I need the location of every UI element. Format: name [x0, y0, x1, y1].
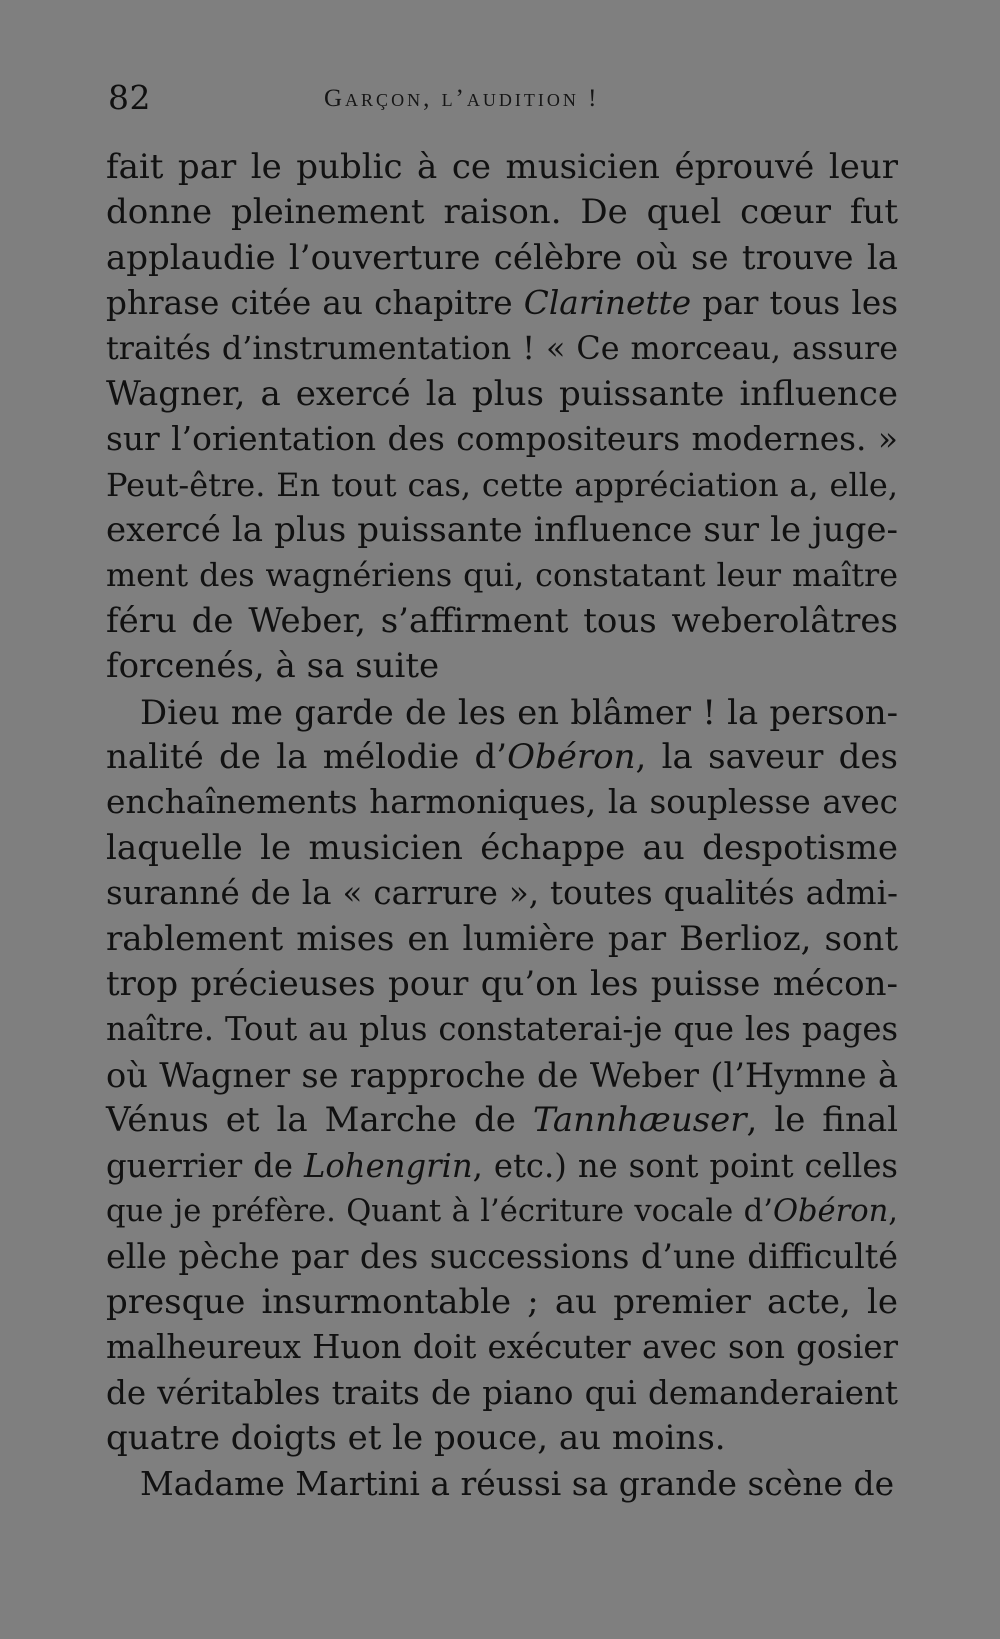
text-run: que je préfère. Quant à l’écriture vocale d’ [106, 1193, 773, 1229]
text-line [106, 1189, 898, 1234]
text-run: enchaînements harmoniques, la souplesse avec [106, 783, 898, 822]
text-run: suranné de la « carrure », toutes qualités admi- [106, 874, 898, 913]
italic-title: Obéron [772, 1193, 889, 1229]
text-run: donne pleinement raison. De quel cœur fut [106, 192, 898, 233]
text-run: Peut-être. En tout cas, cette appréciation a, elle, [106, 465, 898, 504]
text-line [106, 281, 898, 326]
text-line [106, 1098, 898, 1143]
text-run: ment des wagnériens qui, constatant leur maître [106, 557, 898, 594]
text-run: laquelle le musicien échappe au despotisme [106, 827, 898, 868]
text-run: applaudie l’ouverture célèbre où se trouve la [106, 237, 898, 278]
text-run: , le final [746, 1100, 899, 1141]
page-header [108, 78, 898, 128]
text-line [106, 871, 898, 916]
text-line [106, 1416, 898, 1461]
text-run: malheureux Huon doit exécuter avec son gosier [106, 1328, 898, 1367]
text-run: , la saveur des [635, 737, 898, 778]
text-run: trop précieuses pour qu’on les puisse mécon- [106, 964, 898, 1005]
text-line [106, 599, 898, 644]
text-line [106, 1371, 898, 1416]
text-line [106, 554, 898, 599]
text-run: fait par le public à ce musicien éprouvé leur [106, 147, 898, 187]
text-line [106, 917, 898, 962]
text-line [106, 463, 898, 508]
text-run: , etc.) ne sont point celles [472, 1146, 898, 1185]
text-line [106, 1325, 898, 1370]
text-run: forcenés, à sa suite [106, 646, 440, 687]
text-line [106, 1461, 898, 1506]
text-line [106, 327, 898, 372]
text-line [106, 1280, 898, 1325]
text-run: guerrier de [106, 1146, 304, 1185]
text-line [106, 190, 898, 235]
text-run: , [888, 1193, 898, 1229]
italic-title: Clarinette [523, 284, 692, 323]
text-run: quatre doigts et le pouce, au moins. [106, 1417, 726, 1458]
text-line [106, 508, 898, 553]
text-run: elle pèche par des successions d’une difficulté [106, 1237, 898, 1277]
text-run: Vénus et la Marche de [106, 1100, 533, 1141]
text-run: rablement mises en lumière par Berlioz, sont [106, 918, 898, 959]
text-line [106, 735, 898, 780]
text-run: phrase citée au chapitre [106, 284, 524, 323]
text-line [106, 1053, 898, 1098]
text-run: féru de Weber, s’affirment tous weberolâtres [106, 600, 898, 641]
text-line [106, 1007, 898, 1052]
italic-title: Tannhæuser [532, 1100, 747, 1141]
text-line [106, 417, 898, 462]
body-text [106, 145, 898, 1507]
italic-title: Lohengrin [303, 1146, 473, 1185]
text-run: Wagner, a exercé la plus puissante influence [106, 373, 898, 414]
italic-title: Obéron [507, 737, 636, 778]
text-line [106, 962, 898, 1007]
text-line [106, 145, 898, 190]
text-run: où Wagner se rapproche de Weber (l’Hymne à [106, 1055, 898, 1095]
running-head: Garçon, l’audition ! [324, 85, 600, 112]
text-run: de véritables traits de piano qui demanderaient [106, 1373, 898, 1412]
text-run: Madame Martini a réussi sa grande scène de [140, 1464, 895, 1504]
text-run: exercé la plus puissante influence sur le juge- [106, 510, 898, 551]
text-line [106, 690, 898, 735]
text-line [106, 372, 898, 417]
text-line [106, 826, 898, 871]
text-line [106, 236, 898, 281]
text-line [106, 1234, 898, 1279]
text-run: nalité de la mélodie d’ [106, 737, 508, 778]
text-run: par tous les [691, 284, 899, 323]
page-number: 82 [108, 78, 151, 117]
text-line [106, 780, 898, 825]
text-run: traités d’instrumentation ! « Ce morceau, assure [106, 330, 898, 367]
text-run: presque insurmontable ; au premier acte, le [106, 1281, 898, 1322]
text-line [106, 644, 898, 689]
text-run: sur l’orientation des compositeurs modernes. » [106, 420, 898, 459]
text-run: naître. Tout au plus constaterai-je que les pages [106, 1010, 898, 1049]
text-run: Dieu me garde de les en blâmer ! la person- [140, 692, 898, 732]
text-line [106, 1144, 898, 1189]
